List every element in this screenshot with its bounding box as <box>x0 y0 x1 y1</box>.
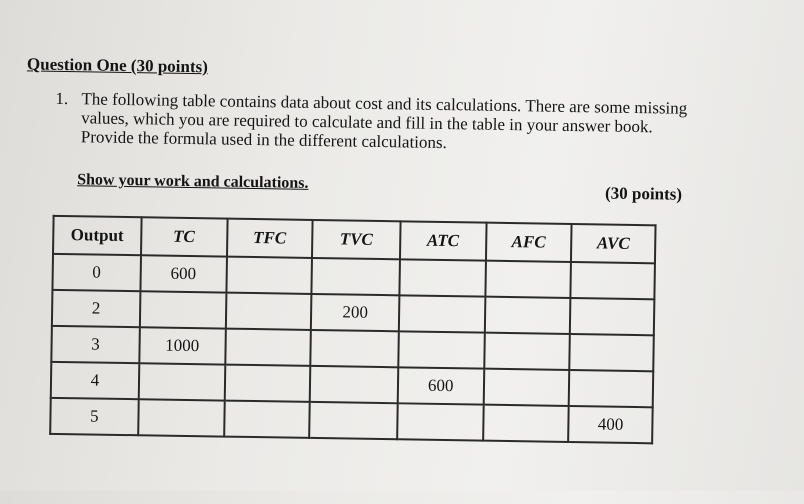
table-cell <box>225 329 311 366</box>
table-cell: 200 <box>311 294 399 331</box>
instruction-text: Show your work and calculations. <box>77 171 309 192</box>
table-cell <box>483 369 569 406</box>
table-cell: 1000 <box>139 327 225 364</box>
table-cell: 3 <box>51 326 139 363</box>
table-cell: 600 <box>398 367 484 404</box>
table-cell <box>399 295 485 332</box>
question-heading: Question One (30 points) <box>26 54 209 77</box>
table-cell <box>399 259 485 296</box>
table-cell: 5 <box>50 398 138 435</box>
table-cell <box>484 297 570 334</box>
header-output: Output <box>53 216 141 255</box>
item-text: The following table contains data about cost and its calculations. There are some missing values, which you are required to calculate and fill in the table in your answer book. Provide the formula used in the different calculations. <box>80 89 688 153</box>
table-cell <box>483 405 569 442</box>
table-cell <box>139 363 225 400</box>
table-cell <box>570 334 654 371</box>
table-cell <box>312 258 400 295</box>
table-cell <box>310 330 398 367</box>
table-cell <box>226 257 312 294</box>
cost-table <box>49 215 656 444</box>
table-cell <box>571 262 655 299</box>
header-afc: AFC <box>486 223 572 262</box>
header-tvc: TVC <box>312 220 400 259</box>
header-tc: TC <box>141 217 227 256</box>
table-cell <box>309 402 397 439</box>
item-number: 1. <box>55 88 69 109</box>
header-atc: ATC <box>400 221 486 260</box>
header-avc: AVC <box>571 224 655 263</box>
table-cell: 0 <box>52 254 140 291</box>
table-cell: 4 <box>51 362 139 399</box>
table-cell: 400 <box>568 406 652 443</box>
table-cell <box>140 291 226 328</box>
table-cell <box>398 331 484 368</box>
table-cell <box>484 333 570 370</box>
table-cell <box>570 298 654 335</box>
table-cell <box>224 365 310 402</box>
table-cell <box>485 261 571 298</box>
table-cell: 600 <box>140 255 226 292</box>
table-cell <box>569 370 653 407</box>
table-cell <box>224 401 310 438</box>
table-cell <box>138 399 224 436</box>
table-cell: 2 <box>52 290 140 327</box>
header-tfc: TFC <box>226 219 312 258</box>
table-cell <box>397 403 483 440</box>
points-label: (30 points) <box>604 183 683 204</box>
table-cell <box>225 293 311 330</box>
table-cell <box>310 366 398 403</box>
